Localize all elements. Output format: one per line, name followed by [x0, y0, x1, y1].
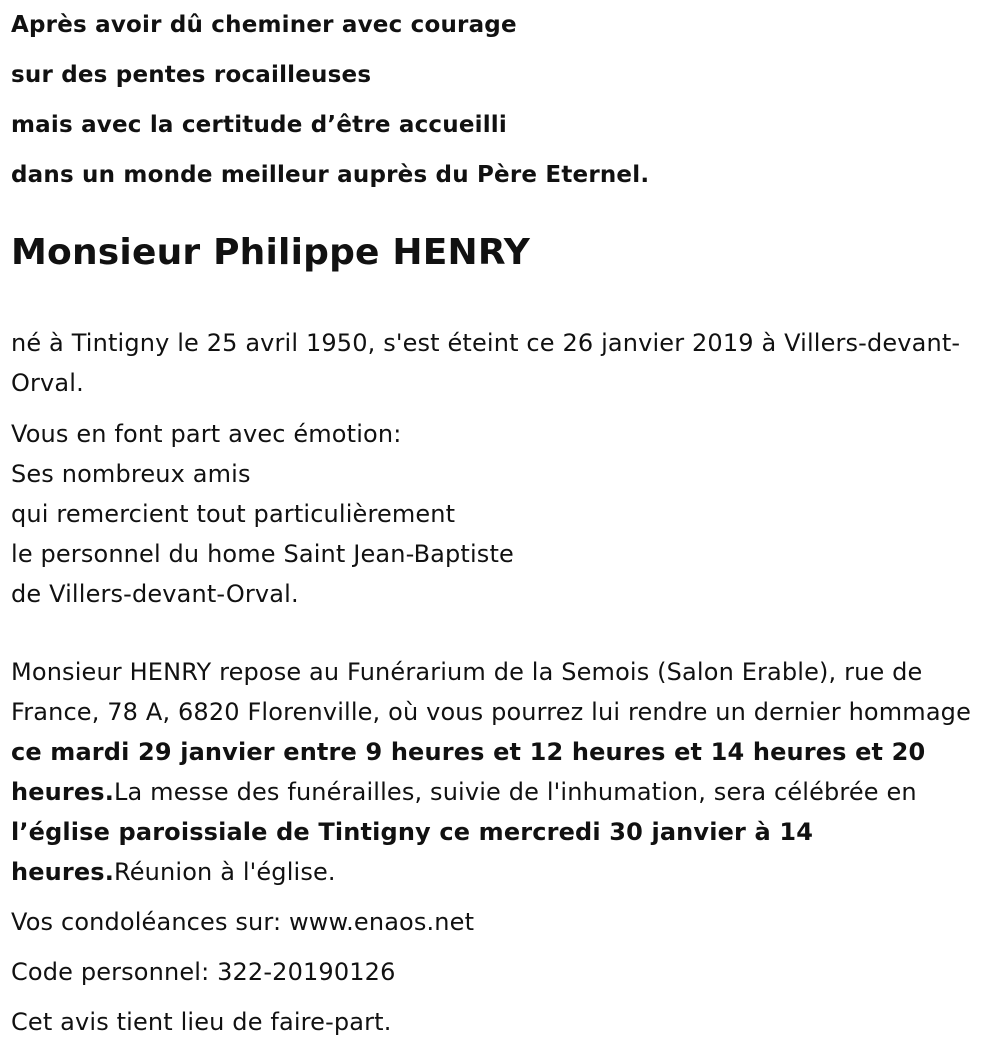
funeral-paragraph [11, 652, 991, 892]
birth-death-paragraph: né à Tintigny le 25 avril 1950, s'est éteint ce 26 janvier 2019 à Villers-devant-Orval. [11, 329, 961, 397]
announcers-intro: Vous en font part avec émotion: [11, 420, 402, 448]
funeral-text-3: Réunion à l'église. [114, 858, 336, 886]
funeral-text-1: Monsieur HENRY repose au Funérarium de la Semois (Salon Erable), rue de France, 78 A, 6820 Florenville, où vous pourrez lui rendre un dernier hommage [11, 658, 971, 726]
announcer-line: qui remercient tout particulièrement [11, 500, 456, 528]
condolences-line: Vos condoléances sur: www.enaos.net [11, 908, 475, 936]
announcer-line: le personnel du home Saint Jean-Baptiste [11, 540, 514, 568]
mass-details: l’église paroissiale de Tintigny ce mercredi 30 janvier à 14 heures. [11, 818, 814, 886]
personal-code: Code personnel: 322-20190126 [11, 958, 396, 986]
poem [11, 0, 649, 200]
funeral-text-2: La messe des funérailles, suivie de l'inhumation, sera célébrée en [114, 778, 917, 806]
poem-line: dans un monde meilleur auprès du Père Eternel. [11, 162, 650, 188]
poem-line: sur des pentes rocailleuses [11, 62, 372, 88]
visitation-times: ce mardi 29 janvier entre 9 heures et 12 heures et 14 heures et 20 heures. [11, 738, 926, 806]
announcer-line: de Villers-devant-Orval. [11, 580, 299, 608]
announcer-line: Ses nombreux amis [11, 460, 251, 488]
poem-line: mais avec la certitude d’être accueilli [11, 112, 507, 138]
poem-line: Après avoir dû cheminer avec courage [11, 12, 517, 38]
deceased-name: Monsieur Philippe HENRY [11, 232, 531, 273]
announcers-block [11, 414, 991, 614]
notice-line: Cet avis tient lieu de faire-part. [11, 1008, 392, 1036]
